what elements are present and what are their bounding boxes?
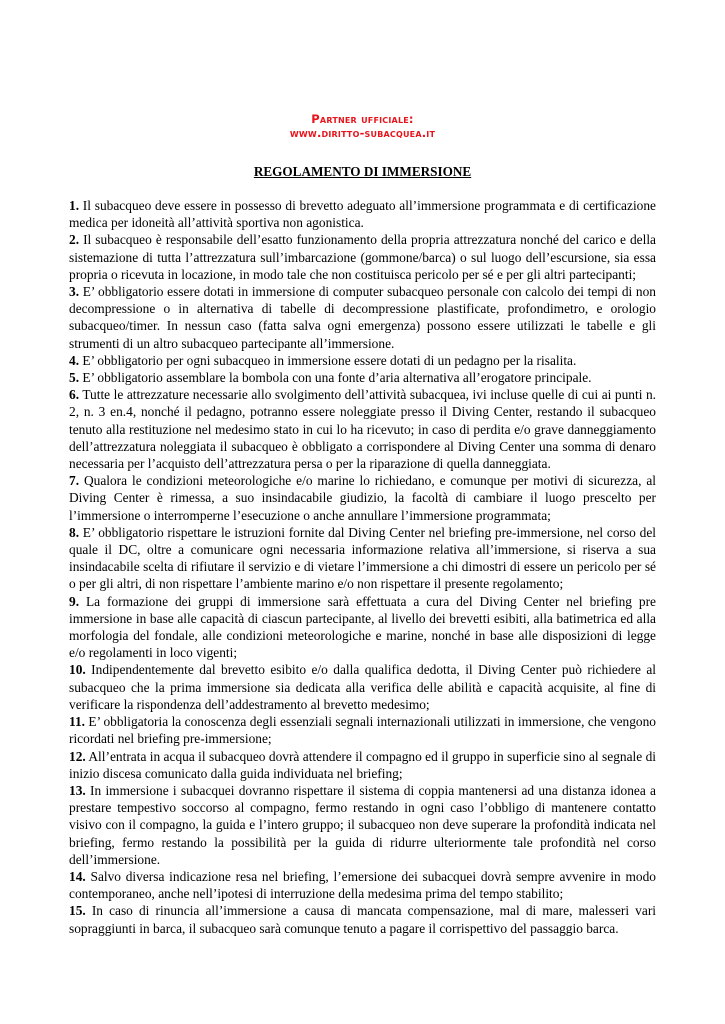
rule-item	[69, 902, 656, 936]
rule-item	[69, 524, 656, 593]
partner-website-link[interactable]: www.diritto-subacquea.it	[289, 126, 436, 140]
rule-text: Indipendentemente dal brevetto esibito e/o dalla qualifica dedotta, il Diving Center può richiedere al subacqueo che la prima immersione sia dedicata alla verifica delle abilità e capacità acquisite, al fine di verificare la rispondenza dell’addestramento al brevetto medesimo;	[69, 662, 656, 712]
rule-text: In caso di rinuncia all’immersione a causa di mancata compensazione, mal di mare, malesseri vari sopraggiunti in barca, il subacqueo sarà comunque tenuto a pagare il corrispettivo del passaggio barca.	[69, 903, 656, 936]
rule-number: 4.	[69, 352, 80, 368]
rule-item	[69, 748, 656, 782]
rule-number: 2.	[69, 232, 80, 248]
rule-number: 9.	[69, 593, 80, 609]
rule-item	[69, 386, 656, 472]
rule-number: 11.	[69, 714, 85, 730]
rule-text: All’entrata in acqua il subacqueo dovrà attendere il compagno ed il gruppo in superficie sino al segnale di inizio discesa comunicato dalla guida individuata nel briefing;	[69, 748, 656, 781]
partner-header	[0, 112, 725, 140]
rule-text: E’ obbligatorio rispettare le istruzioni fornite dal Diving Center nel briefing pre-immersione, nel corso del quale il DC, oltre a comunicare ogni necessaria informazione relativa all’immersione, si riserva a sua insindacabile scelta di rifiutare il servizio e di vietare l’immersione a chi dimostri di essere un pericolo per sé o per gli altri, di non rispettare l’ambiente marino e/o non rispettare il presente regolamento;	[69, 524, 656, 592]
rule-number: 7.	[69, 473, 80, 489]
rule-item	[69, 369, 656, 386]
rule-number: 3.	[69, 284, 80, 300]
rule-number: 8.	[69, 524, 80, 540]
rule-item	[69, 713, 656, 747]
rule-number: 6.	[69, 387, 80, 403]
rule-item	[69, 868, 656, 902]
rule-text: La formazione dei gruppi di immersione sarà effettuata a cura del Diving Center nel briefing pre immersione in base alle capacità di ciascun partecipante, al livello dei brevetti esibiti, alla batimetrica ed alla morfologia del fondale, alle condizioni meteorologiche e marine, nonché in base alle disposizioni di legge e/o regolamenti in loco vigenti;	[69, 593, 656, 661]
rule-number: 12.	[69, 748, 86, 764]
rule-text: Qualora le condizioni meteorologiche e/o marine lo richiedano, e comunque per motivi di sicurezza, al Diving Center è rimessa, a suo insindacabile giudizio, la facoltà di cambiare il luogo prescelto per l’immersione o interromperne l’esecuzione o anche annullare l’immersione programmata;	[69, 473, 656, 523]
partner-label: Partner ufficiale:	[311, 112, 414, 126]
rule-text: Salvo diversa indicazione resa nel briefing, l’emersione dei subacquei dovrà sempre avvenire in modo contemporaneo, anche nell’ipotesi di interruzione della medesima prima del tempo stabilito;	[69, 868, 656, 902]
document-title: REGOLAMENTO DI IMMERSIONE	[253, 164, 472, 179]
rule-item	[69, 231, 656, 283]
rule-item	[69, 661, 656, 713]
rule-item	[69, 782, 656, 868]
rule-text: E’ obbligatoria la conoscenza degli essenziali segnali internazionali utilizzati in immersione, che vengono ricordati nel briefing pre-immersione;	[69, 714, 656, 747]
rule-text: In immersione i subacquei dovranno rispettare il sistema di coppia mantenersi ad una distanza idonea a prestare tempestivo soccorso al compagno, fermo restando in ogni caso l’obbligo di mantenere contatto visivo con il compagno, la guida e l’intero gruppo; il subacqueo non deve superare la profondità indicata nel briefing, fermo restando la possibilità per la guida di ridurre ulteriormente tale profondità nel corso dell’immersione.	[69, 782, 656, 867]
rule-text: Il subacqueo è responsabile dell’esatto funzionamento della propria attrezzatura nonché del carico e della sistemazione di tutta l’attrezzatura sull’imbarcazione (gommone/barca) o sul luogo dell’escursione, sia essa propria o ricevuta in locazione, in modo tale che non costituisca pericolo per sé e per gli altri partecipanti;	[69, 232, 656, 282]
rule-number: 14.	[69, 868, 86, 884]
rule-item	[69, 197, 656, 231]
rule-text: Tutte le attrezzature necessarie allo svolgimento dell’attività subacquea, ivi incluse quelle di cui ai punti n. 2, n. 3 en.4, nonché il pedagno, potranno essere noleggiate presso il Diving Center, restando il subacqueo tenuto alla restituzione nel medesimo stato in cui lo ha ricevuto; in caso di perdita e/o grave danneggiamento dell’attrezzatura noleggiata il subacqueo è obbligato a corrispondere al Diving Center una somma di denaro necessaria per l’acquisto dell’attrezzatura persa o per la riparazione di quella danneggiata.	[69, 387, 656, 472]
rule-number: 10.	[69, 662, 86, 678]
rule-number: 15.	[69, 903, 86, 919]
rule-number: 1.	[69, 198, 80, 213]
rule-text: E’ obbligatorio essere dotati in immersione di computer subacqueo personale con calcolo dei tempi di non decompressione o in alternativa di tabelle di decompressione plastificate, profondimetro, e orologio subacqueo/timer. In nessun caso (fatta salva ogni emergenza) possono essere utilizzati le tabelle e gli strumenti di un altro subacqueo partecipante all’immersione.	[69, 284, 656, 351]
rule-number: 5.	[69, 370, 80, 386]
rule-text: Il subacqueo deve essere in possesso di brevetto adeguato all’immersione programmata e di certificazione medica per idoneità all’attività sportiva non agonistica.	[69, 198, 656, 231]
rule-text: E’ obbligatorio assemblare la bombola con una fonte d’aria alternativa all’erogatore principale.	[79, 370, 592, 386]
rule-number: 13.	[69, 782, 86, 798]
rule-item	[69, 283, 656, 352]
rule-item	[69, 472, 656, 524]
rule-text: E’ obbligatorio per ogni subacqueo in immersione essere dotati di un pedagno per la risalita.	[79, 352, 577, 368]
rule-item	[69, 352, 656, 369]
rule-item	[69, 593, 656, 662]
rules-list	[69, 197, 656, 937]
